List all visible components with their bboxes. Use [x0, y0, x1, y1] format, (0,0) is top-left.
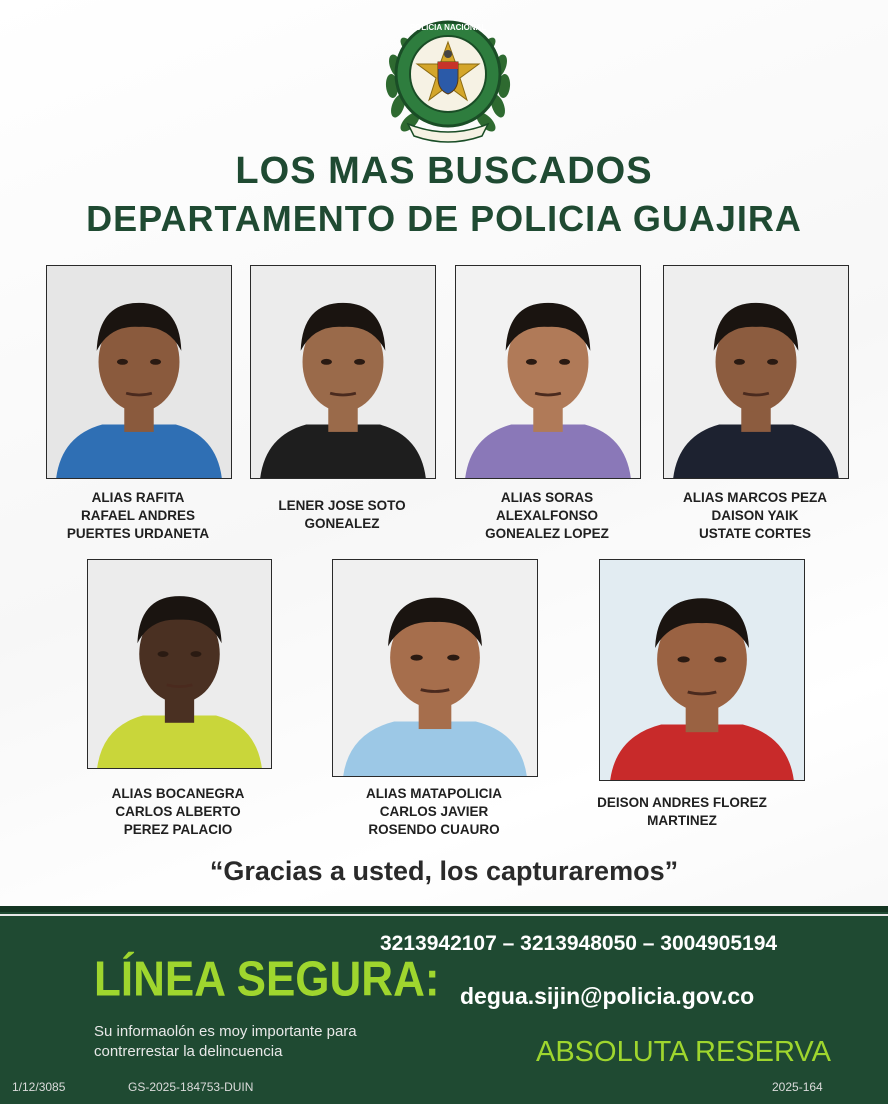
portrait-image	[600, 560, 804, 780]
caption-line: ALIAS RAFITA	[91, 490, 185, 505]
wanted-photo	[87, 559, 272, 769]
eye	[447, 655, 459, 661]
caption-line: ALIAS MARCOS PEZA	[682, 490, 827, 505]
eye	[526, 359, 537, 365]
caption-line: LENER JOSE SOTO	[278, 498, 406, 513]
caption-line: RAFAEL ANDRES	[80, 508, 195, 523]
wanted-caption	[74, 785, 282, 839]
police-seal-logo	[378, 6, 518, 146]
svg-text:POLICIA NACIONAL: POLICIA NACIONAL	[409, 23, 487, 32]
hotline-phones[interactable]: 3213942107 – 3213948050 – 3004905194	[380, 932, 778, 955]
portrait-image	[251, 266, 435, 478]
caption-line: ALIAS BOCANEGRA	[111, 786, 245, 801]
info-line: contrerrestar la delincuencia	[94, 1043, 283, 1060]
caption-line: ALIAS SORAS	[500, 490, 594, 505]
caption-line: MARTINEZ	[647, 813, 717, 828]
eye	[734, 359, 745, 365]
eye	[150, 359, 161, 365]
wanted-photo	[46, 265, 232, 479]
eye	[714, 656, 726, 662]
wanted-caption	[651, 489, 859, 543]
eye	[354, 359, 365, 365]
absoluta-reserva: ABSOLUTA RESERVA	[536, 1036, 831, 1068]
info-line: Su informaolón es moy importante para	[94, 1023, 357, 1040]
caption-line: USTATE CORTES	[698, 526, 811, 541]
eye	[158, 651, 169, 657]
eye	[678, 656, 690, 662]
caption-line: DAISON YAIK	[711, 508, 799, 523]
issue-date: 1/12/3085	[12, 1080, 66, 1094]
caption-line: ROSENDO CUAURO	[368, 822, 500, 837]
wanted-caption	[34, 489, 242, 543]
footer-divider-line	[0, 914, 888, 916]
wanted-photo	[663, 265, 849, 479]
poster-subtitle: DEPARTAMENTO DE POLICIA GUAJIRA	[86, 198, 802, 239]
wanted-caption	[443, 489, 651, 543]
caption-line: ALIAS MATAPOLICIA	[366, 786, 502, 801]
caption-line: PEREZ PALACIO	[123, 822, 233, 837]
wanted-caption	[238, 497, 446, 533]
document-number: 2025-164	[772, 1080, 823, 1094]
caption-line: PUERTES URDANETA	[66, 526, 210, 541]
eye	[767, 359, 778, 365]
caption-line: ALEXALFONSO	[495, 508, 598, 523]
wanted-caption	[326, 785, 542, 839]
slogan: “Gracias a usted, los capturaremos”	[209, 856, 679, 886]
eye	[321, 359, 332, 365]
document-code: GS-2025-184753-DUIN	[128, 1080, 254, 1094]
eye	[190, 651, 201, 657]
footer-divider	[0, 906, 888, 912]
portrait-image	[664, 266, 848, 478]
wanted-photo	[599, 559, 805, 781]
wanted-photo	[250, 265, 436, 479]
poster-title: LOS MAS BUSCADOS	[235, 150, 653, 192]
eye	[117, 359, 128, 365]
eye	[559, 359, 570, 365]
caption-line: GONEALEZ LOPEZ	[485, 526, 609, 541]
info-text	[94, 1022, 374, 1062]
caption-line: DEISON ANDRES FLOREZ	[597, 795, 767, 810]
eye	[411, 655, 423, 661]
wanted-photo	[332, 559, 538, 777]
caption-line: CARLOS JAVIER	[379, 804, 489, 819]
portrait-image	[47, 266, 231, 478]
wanted-photo	[455, 265, 641, 479]
caption-line: CARLOS ALBERTO	[115, 804, 241, 819]
portrait-image	[456, 266, 640, 478]
linea-segura-heading: LÍNEA SEGURA:	[94, 952, 440, 1007]
wanted-caption	[576, 794, 788, 830]
portrait-image	[88, 560, 271, 768]
caption-line: GONEALEZ	[304, 516, 380, 531]
portrait-image	[333, 560, 537, 776]
contact-email[interactable]: degua.sijin@policia.gov.co	[460, 983, 755, 1009]
